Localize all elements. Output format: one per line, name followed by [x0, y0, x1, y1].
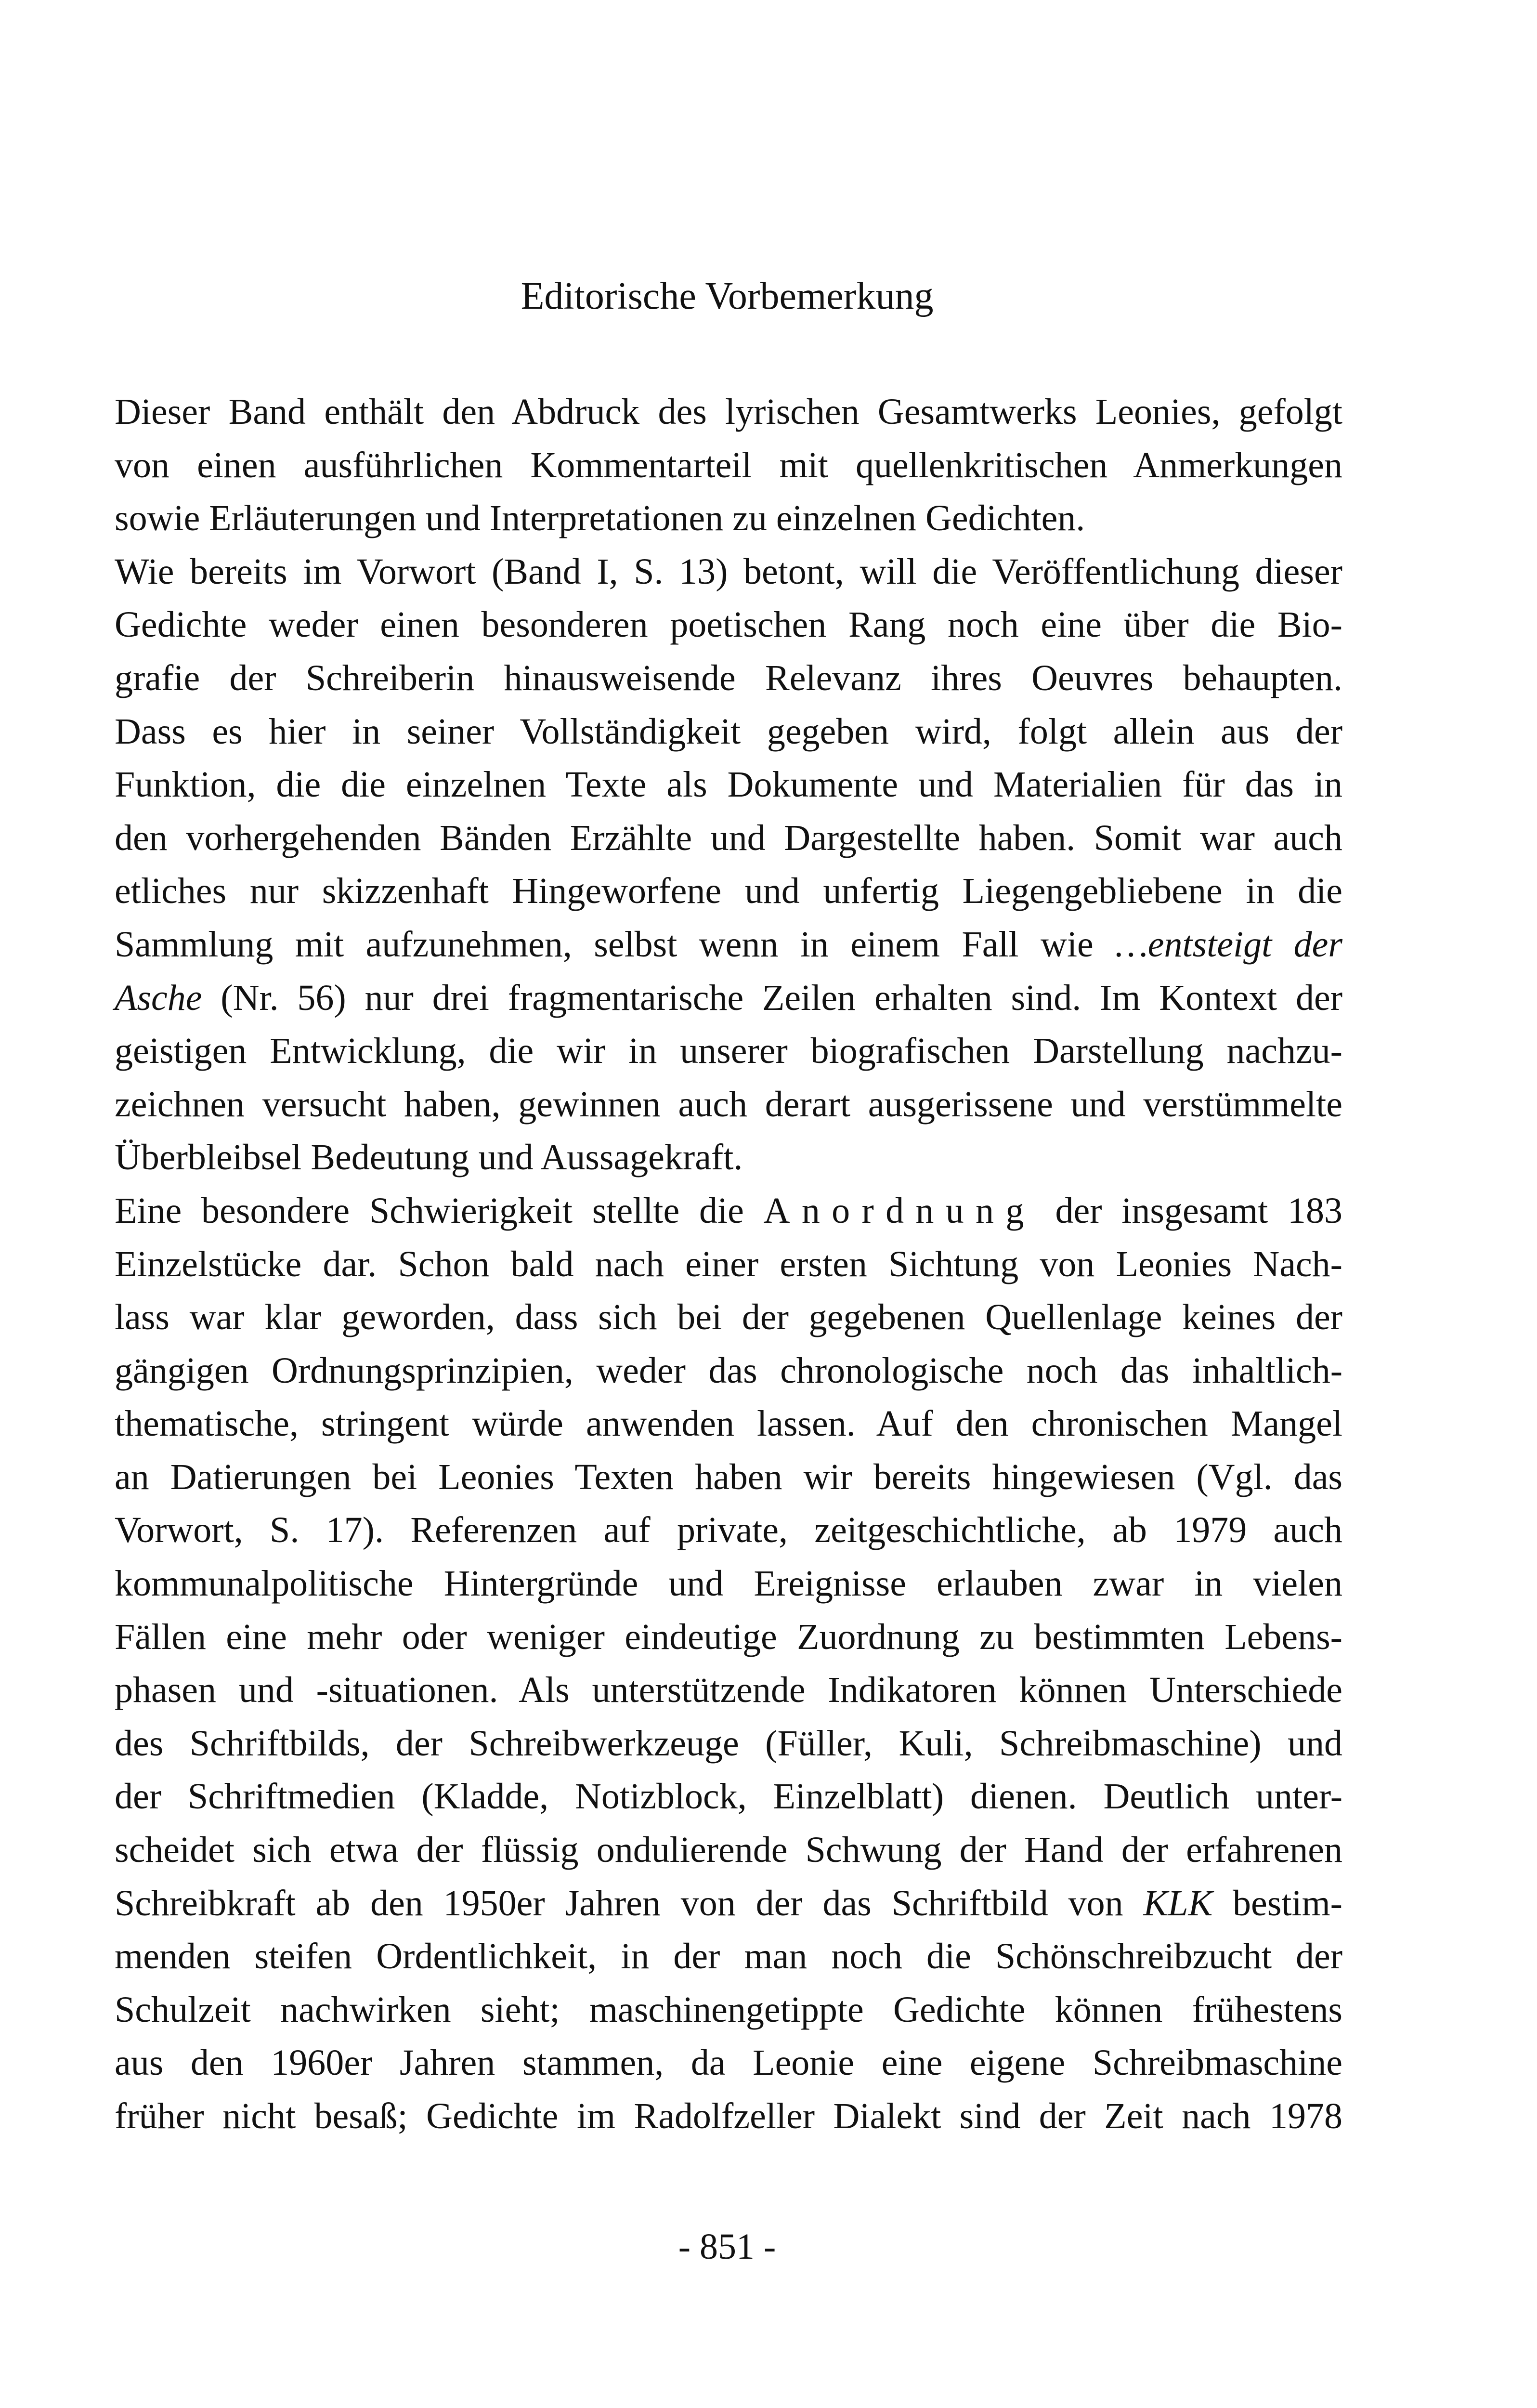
- italic-abbreviation: KLK: [1143, 1883, 1213, 1924]
- text-line: den vorhergehenden Bänden Erzählte und Dargestellte haben. Somit war auch: [115, 817, 1342, 858]
- text-line: Eine besondere Schwierigkeit stellte die Anordnung der insgesamt 183: [115, 1190, 1342, 1231]
- text-line: Funktion, die die einzelnen Texte als Dokumente und Materialien für das in: [115, 764, 1342, 805]
- text-line: des Schriftbilds, der Schreibwerkzeuge (Füller, Kuli, Schreibmaschine) und: [115, 1723, 1342, 1764]
- text-line: Überbleibsel Bedeutung und Aussagekraft.: [115, 1137, 743, 1178]
- text-line: Dieser Band enthält den Abdruck des lyrischen Gesamtwerks Leonies, gefolgt: [115, 392, 1342, 432]
- text-line: Schulzeit nachwirken sieht; maschinengetippte Gedichte können frühestens: [115, 1989, 1342, 2030]
- text-line: geistigen Entwicklung, die wir in unserer biografischen Darstellung nachzu-: [115, 1031, 1342, 1072]
- text-line: Einzelstücke dar. Schon bald nach einer ersten Sichtung von Leonies Nach-: [115, 1243, 1342, 1284]
- text-line: menden steifen Ordentlichkeit, in der man noch die Schönschreibzucht der: [115, 1936, 1342, 1977]
- text-line: Dass es hier in seiner Vollständigkeit gegeben wird, folgt allein aus der: [115, 711, 1342, 752]
- spaced-emphasis: Anordnung: [763, 1190, 1036, 1231]
- italic-title: …entsteigt der: [1115, 924, 1342, 965]
- text-line: an Datierungen bei Leonies Texten haben wir bereits hingewiesen (Vgl. das: [115, 1456, 1342, 1497]
- text-line: zeichnen versucht haben, gewinnen auch derart ausgerissene und verstümmelte: [115, 1084, 1342, 1125]
- text-line: der Schriftmedien (Kladde, Notizblock, Einzelblatt) dienen. Deutlich unter-: [115, 1776, 1342, 1817]
- text-line: Sammlung mit aufzunehmen, selbst wenn in einem Fall wie …entsteigt der: [115, 924, 1342, 965]
- text-line: scheidet sich etwa der flüssig ondulierende Schwung der Hand der erfahrenen: [115, 1830, 1342, 1871]
- text-line: Wie bereits im Vorwort (Band I, S. 13) betont, will die Veröffentlichung dieser: [115, 551, 1342, 592]
- text-line: grafie der Schreiberin hinausweisende Relevanz ihres Oeuvres behaupten.: [115, 657, 1342, 698]
- text-line: Asche (Nr. 56) nur drei fragmentarische Zeilen erhalten sind. Im Kontext der: [115, 977, 1342, 1018]
- text-line: thematische, stringent würde anwenden lassen. Auf den chronischen Mangel: [115, 1403, 1342, 1444]
- text-line: von einen ausführlichen Kommentarteil mit quellenkritischen Anmerkungen: [115, 445, 1342, 485]
- text-line: phasen und -situationen. Als unterstützende Indikatoren können Unterschiede: [115, 1670, 1342, 1711]
- text-line: Fällen eine mehr oder weniger eindeutige Zuordnung zu bestimmten Lebens-: [115, 1616, 1342, 1657]
- text-line: etliches nur skizzenhaft Hingeworfene und unfertig Liegengebliebene in die: [115, 871, 1342, 912]
- text-line: lass war klar geworden, dass sich bei der gegebenen Quellenlage keines der: [115, 1297, 1342, 1338]
- text-line: Vorwort, S. 17). Referenzen auf private, zeitgeschichtliche, ab 1979 auch: [115, 1510, 1342, 1551]
- text-line: gängigen Ordnungsprinzipien, weder das chronologische noch das inhaltlich-: [115, 1350, 1342, 1391]
- text-line: Gedichte weder einen besonderen poetischen Rang noch eine über die Bio-: [115, 604, 1342, 645]
- text-line: Schreibkraft ab den 1950er Jahren von der das Schriftbild von KLK bestim-: [115, 1883, 1342, 1924]
- italic-title: Asche: [115, 977, 202, 1018]
- page-title: Editorische Vorbemerkung: [521, 275, 934, 317]
- page-number: - 851 -: [678, 2226, 776, 2267]
- text-line: sowie Erläuterungen und Interpretationen zu einzelnen Gedichten.: [115, 498, 1085, 539]
- text-line: aus den 1960er Jahren stammen, da Leonie eine eigene Schreibmaschine: [115, 2042, 1342, 2083]
- body-text: [115, 385, 1342, 2143]
- text-line: früher nicht besaß; Gedichte im Radolfzeller Dialekt sind der Zeit nach 1978: [115, 2096, 1342, 2136]
- text-line: kommunalpolitische Hintergründe und Ereignisse erlauben zwar in vielen: [115, 1563, 1342, 1604]
